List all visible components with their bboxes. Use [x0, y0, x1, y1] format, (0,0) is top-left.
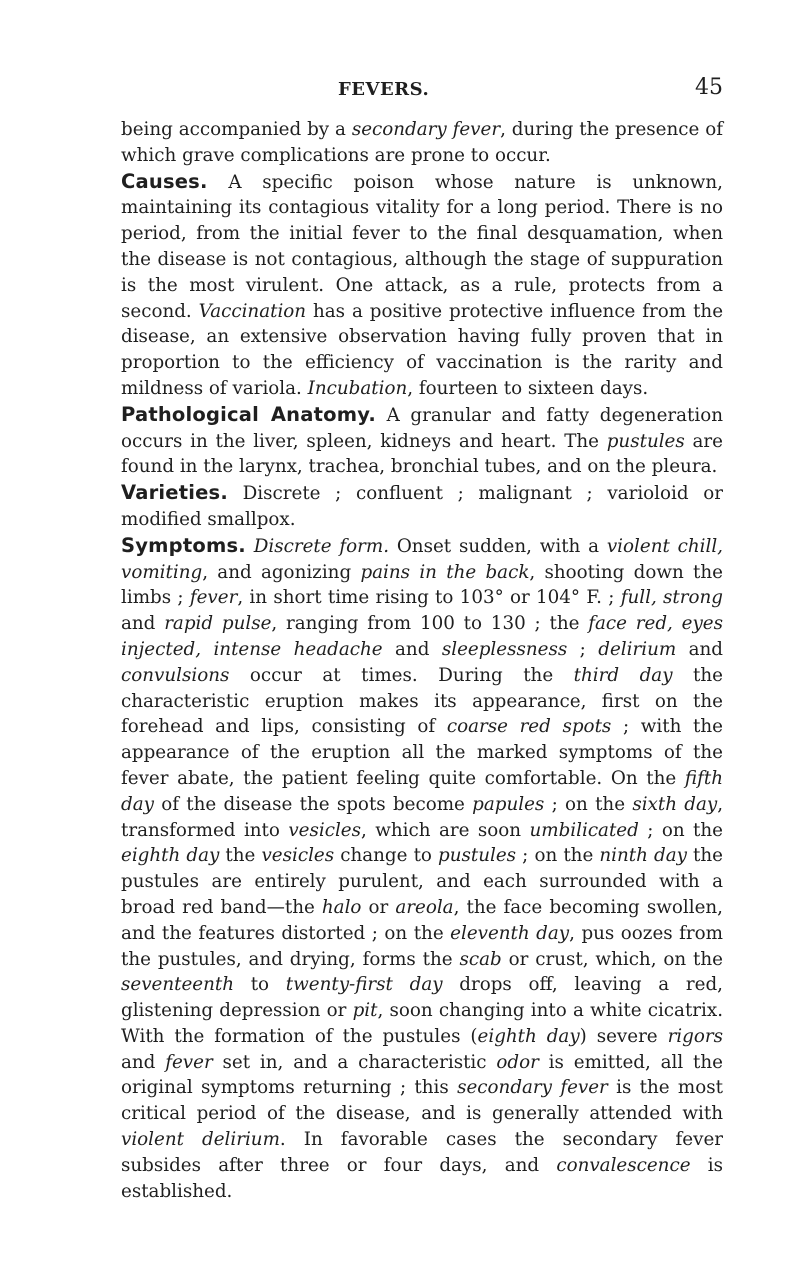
text-run: is the most critical period of the disease, and is generally attended with [121, 1077, 723, 1125]
italic-term: vesicles [288, 819, 362, 841]
text-run: , pus oozes from the pustules, and drying, forms the [121, 922, 723, 970]
italic-term: pit [352, 1000, 378, 1022]
text-run: to [234, 974, 286, 996]
paragraph-varieties [121, 480, 723, 533]
text-run: and [121, 1051, 166, 1073]
text-run: being accompanied by a [121, 119, 352, 140]
text-run: Discrete ; confluent ; malignant ; varioloid or modified smallpox. [121, 483, 723, 530]
text-run: , ranging from 100 to 130 ; the [271, 613, 589, 635]
paragraph-pathological-anatomy [121, 402, 723, 480]
text-run: , in short time rising to 103° or 104° F. ; [237, 587, 621, 609]
italic-term: pains in the back [360, 561, 530, 583]
text-run [246, 536, 254, 557]
italic-term: fever [189, 587, 238, 609]
text-run: , transformed into [121, 793, 723, 841]
italic-term: eighth day [477, 1025, 580, 1047]
italic-term: vesicles [261, 845, 335, 867]
italic-term: fifth day [121, 767, 723, 815]
text-run: drops off, leaving a red, glistening depression or [121, 974, 723, 1022]
text-run: set in, and a characteristic [212, 1051, 497, 1073]
italic-term: Incubation [307, 377, 408, 399]
text-run: are found in the larynx, trachea, bronchial tubes, and on the pleura. [121, 430, 723, 478]
section-heading: Pathological Anatomy. [121, 402, 376, 426]
text-run: , shooting down the limbs ; [121, 561, 724, 609]
italic-term: coarse red spots [446, 716, 612, 738]
paragraph-symptoms [121, 533, 723, 1205]
page-header [121, 75, 723, 107]
italic-term: sleeplessness [441, 638, 568, 660]
italic-term: areola [395, 896, 454, 918]
italic-term: ninth day [599, 845, 687, 867]
text-run: and [676, 638, 724, 660]
text-run: occur at times. During the [229, 664, 574, 686]
italic-term: eleventh day [450, 922, 570, 944]
italic-term: Vaccination [198, 300, 307, 322]
text-run: has a positive protective influence from the disease, an extensive observation having fully proven that in proportion to the efficiency of vaccination is the rarity and mildness of variola. [121, 300, 724, 399]
section-heading: Varieties. [121, 481, 228, 505]
italic-term: Discrete form. [253, 535, 390, 557]
italic-term: secondary fever [457, 1077, 608, 1099]
text-run: ) severe [579, 1025, 668, 1047]
italic-term: violent chill, vomiting [121, 535, 723, 583]
italic-term: odor [496, 1051, 539, 1073]
italic-term: eighth day [121, 845, 220, 867]
text-run: A granular and fatty degeneration occurs in the liver, spleen, kidneys and heart. The [121, 404, 723, 452]
text-run: or [361, 896, 396, 918]
text-run: A specific poison whose nature is unknown, maintaining its contagious vitality for a long period. There is no period, from the initial fever to the final desquamation, when the disease is not contagious, although the stage of suppuration is the most virulent. One attack, as a rule, protects from a second. [121, 171, 723, 322]
italic-term: third day [573, 664, 673, 686]
text-run: , soon changing into a white cicatrix. With the formation of the pustules ( [121, 1000, 723, 1047]
italic-term: rapid pulse [164, 613, 272, 635]
text-run: the pustules are entirely purulent, and each surrounded with a broad red band—the [121, 845, 723, 918]
running-head: FEVERS. [338, 79, 430, 100]
italic-term: sixth day [632, 793, 718, 815]
text-run: the characteristic eruption makes its appearance, first on the forehead and lips, consisting of [121, 664, 723, 738]
text-run: , fourteen to sixteen days. [407, 377, 649, 399]
text-run: and [382, 638, 442, 660]
italic-term: face red, eyes injected, intense headache [121, 613, 723, 660]
italic-term: scab [459, 948, 502, 970]
body-text [121, 117, 723, 1204]
italic-term: pustules [606, 430, 685, 452]
text-run: ; [567, 638, 599, 660]
italic-term: pustules [438, 845, 517, 867]
italic-term: twenty-first day [285, 974, 443, 996]
italic-term: convalescence [556, 1154, 691, 1176]
text-run: is established. [121, 1154, 723, 1202]
text-run: and [121, 613, 165, 635]
text-run: is emitted, all the original symptoms returning ; this [121, 1051, 723, 1099]
text-run: Onset sudden, with a [389, 535, 607, 557]
text-run: ; on the [638, 819, 723, 841]
text-run: the [219, 845, 262, 867]
text-run: ; with the appearance of the eruption all the marked symptoms of the fever abate, the patient feeling quite comfortable. On the [121, 716, 723, 789]
text-run: ; on the [544, 793, 633, 815]
section-heading: Causes. [121, 169, 208, 193]
italic-term: seventeenth [121, 974, 234, 996]
italic-term: convulsions [121, 664, 230, 686]
italic-term: delirium [598, 638, 677, 660]
paragraph-continuation [121, 117, 723, 169]
text-run: , during the presence of which grave complications are prone to occur. [121, 119, 724, 166]
italic-term: papules [472, 793, 545, 815]
italic-term: full, strong [620, 587, 723, 609]
italic-term: violent delirium [121, 1129, 280, 1151]
text-run: , and agonizing [202, 561, 361, 583]
paragraph-causes [121, 169, 723, 402]
text-run: of the disease the spots become [153, 793, 473, 815]
page-number: 45 [695, 75, 723, 100]
text-run: , which are soon [361, 819, 530, 841]
section-heading: Symptoms. [121, 533, 246, 557]
italic-term: rigors [667, 1025, 723, 1047]
text-run: change to [334, 845, 439, 867]
italic-term: halo [321, 896, 362, 918]
italic-term: fever [165, 1051, 213, 1073]
text-run: ; on the [516, 845, 600, 867]
italic-term: umbilicated [529, 819, 639, 841]
text-run: . In favorable cases the secondary fever subsides after three or four days, and [121, 1129, 723, 1176]
text-run: or crust, which, on the [501, 948, 724, 970]
text-run: , the face becoming swollen, and the features distorted ; on the [121, 896, 723, 944]
italic-term: secondary fever [351, 119, 501, 140]
